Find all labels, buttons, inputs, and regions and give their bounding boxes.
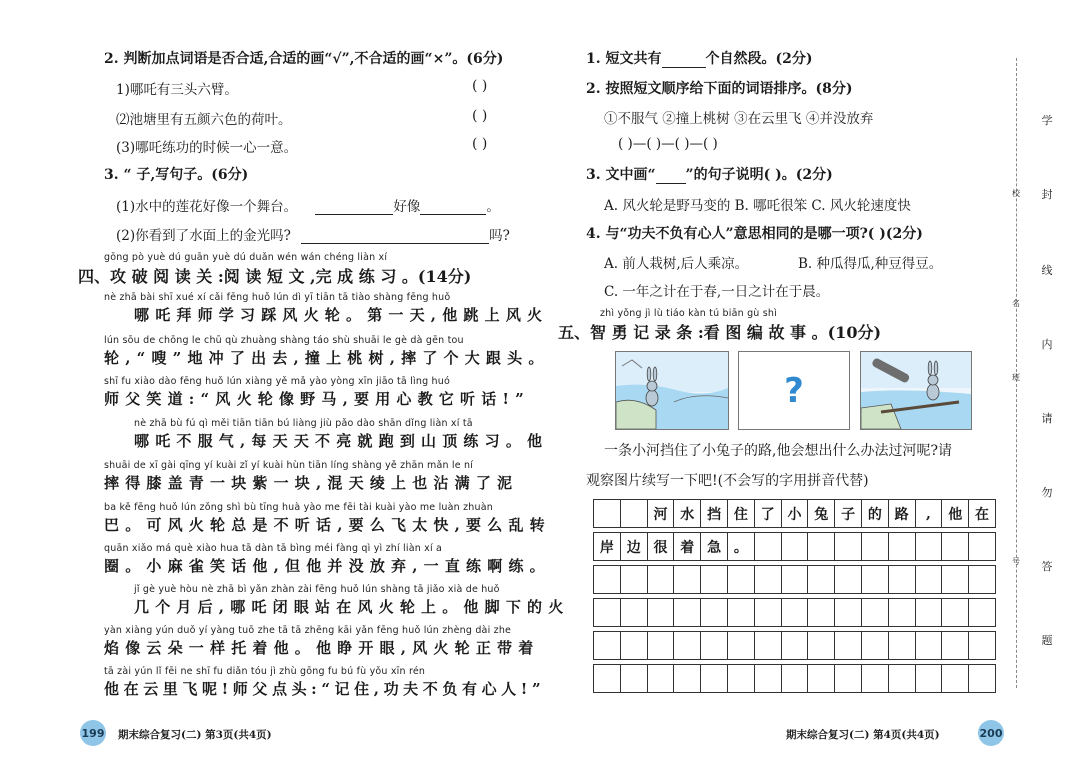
grid-cell[interactable] — [942, 533, 969, 561]
binding-label: 校 — [1012, 189, 1020, 198]
grid-cell[interactable] — [594, 665, 621, 693]
grid-row-5 — [594, 632, 996, 660]
grid-cell[interactable] — [620, 599, 647, 627]
grid-cell[interactable] — [969, 566, 996, 594]
q3-item-2: (2)你看到了水面上的金光吗? 吗? — [116, 228, 510, 244]
grid-cell[interactable] — [701, 665, 728, 693]
q3-blank-1a[interactable] — [315, 200, 393, 215]
passage-pinyin-10: tā zài yún lǐ fēi ne shī fu diǎn tóu jì zhù gōng fu bú fù yǒu xīn rén — [104, 666, 426, 677]
grid-cell[interactable] — [674, 665, 701, 693]
page-number-right: 200 — [978, 720, 1004, 746]
grid-cell[interactable]: 边 — [620, 533, 647, 561]
q3-blank-1b[interactable] — [420, 200, 486, 215]
q2-item-2: ⑵池塘里有五颜六色的荷叶。 — [116, 112, 292, 128]
r-q1-blank[interactable] — [662, 53, 706, 68]
grid-cell[interactable] — [647, 566, 674, 594]
grid-cell[interactable] — [808, 632, 835, 660]
grid-cell[interactable] — [781, 665, 808, 693]
grid-cell[interactable] — [942, 599, 969, 627]
grid-cell[interactable] — [861, 632, 888, 660]
grid-cell[interactable] — [969, 533, 996, 561]
grid-cell[interactable] — [754, 566, 781, 594]
passage-pinyin-2: lún sōu de chōng le chū qù zhuàng shàng táo shù shuāi le gè dà gēn tou — [104, 335, 464, 346]
grid-cell[interactable] — [915, 599, 942, 627]
picture-rabbit-at-river — [615, 351, 729, 430]
grid-cell[interactable]: 岸 — [594, 533, 621, 561]
grid-cell[interactable] — [727, 665, 754, 693]
writing-grid — [593, 499, 996, 693]
grid-cell[interactable] — [915, 566, 942, 594]
passage-line-3: 师父笑道:“风火轮像野马,要用心教它听话!” — [104, 390, 531, 408]
q2-answer-box-2[interactable]: ( ) — [472, 108, 488, 124]
passage-pinyin-6: ba kě fēng huǒ lún zǒng shì bù tīng huà yào me fēi tài kuài yào me luàn zhuàn — [104, 502, 493, 513]
grid-cell[interactable] — [942, 632, 969, 660]
grid-cell[interactable]: 小 — [781, 500, 808, 528]
picture-question — [738, 351, 850, 430]
grid-cell[interactable] — [674, 566, 701, 594]
r-question-2-title: 2. 按照短文顺序给下面的词语排序。(8分) — [586, 81, 853, 97]
passage-line-4: 哪吒不服气,每天天不亮就跑到山顶练习。他 — [134, 432, 549, 450]
story-prompt-line-1: 一条小河挡住了小兔子的路,他会想出什么办法过河呢?请 — [604, 443, 952, 459]
binding-text: 题 — [1041, 634, 1053, 647]
binding-label: 班 — [1012, 373, 1020, 382]
grid-cell[interactable] — [835, 599, 862, 627]
q3-blank-2[interactable] — [301, 229, 489, 244]
grid-cell[interactable] — [754, 599, 781, 627]
section-4-title: 四、攻 破 阅 读 关 :阅 读 短 文 ,完 成 练 习 。(14分) — [78, 267, 472, 286]
grid-cell[interactable]: 了 — [754, 500, 781, 528]
grid-cell[interactable]: 的 — [861, 500, 888, 528]
grid-cell[interactable] — [781, 533, 808, 561]
grid-cell[interactable] — [861, 566, 888, 594]
grid-cell[interactable]: 很 — [647, 533, 674, 561]
passage-pinyin-5: shuāi de xī gài qīng yí kuài zǐ yí kuài hùn tiān líng shàng yě zhān mǎn le ní — [104, 460, 474, 471]
r-q4-option-b: B. 种瓜得瓜,种豆得豆。 — [798, 256, 943, 272]
grid-row-6 — [594, 665, 996, 693]
passage-line-8: 几个月后,哪吒闭眼站在风火轮上。他脚下的火 — [134, 598, 570, 616]
binding-text: 答 — [1041, 560, 1053, 573]
grid-cell[interactable] — [888, 632, 915, 660]
section-5-title: 五、智 勇 记 录 条 :看 图 编 故 事 。(10分) — [558, 323, 882, 342]
grid-cell[interactable] — [969, 632, 996, 660]
grid-cell[interactable] — [727, 599, 754, 627]
grid-cell[interactable] — [888, 566, 915, 594]
grid-cell[interactable] — [888, 533, 915, 561]
grid-cell[interactable] — [674, 632, 701, 660]
grid-cell[interactable] — [781, 632, 808, 660]
section-4-pinyin: gōng pò yuè dú guān yuè dú duǎn wén wán chéng liàn xí — [104, 252, 388, 263]
r-question-4-title: 4. 与“功夫不负有心人”意思相同的是哪一项?( )(2分) — [586, 226, 923, 242]
q3-item-1: (1)水中的莲花好像一个舞台。 好像 。 — [116, 199, 500, 215]
binding-text: 线 — [1041, 264, 1053, 277]
passage-pinyin-8: jǐ gè yuè hòu nè zhā bì yǎn zhàn zài fēng huǒ lún shàng tā jiǎo xià de huǒ — [134, 584, 500, 595]
grid-cell[interactable] — [727, 632, 754, 660]
grid-cell[interactable]: 。 — [727, 533, 754, 561]
grid-row-1 — [594, 500, 996, 528]
grid-cell[interactable] — [620, 500, 647, 528]
grid-cell[interactable]: 子 — [835, 500, 862, 528]
binding-label: 号 — [1012, 557, 1020, 566]
page-number-left: 199 — [80, 720, 106, 746]
r-question-3-title: 3. 文中画“ ”的句子说明( )。(2分) — [586, 167, 833, 183]
passage-line-2: 轮,“嗖”地冲了出去,撞上桃树,摔了个大跟头。 — [104, 349, 550, 367]
grid-cell[interactable] — [808, 533, 835, 561]
grid-cell[interactable] — [942, 566, 969, 594]
grid-cell[interactable] — [835, 533, 862, 561]
grid-cell[interactable] — [915, 632, 942, 660]
grid-cell[interactable] — [620, 632, 647, 660]
passage-pinyin-7: quān xiǎo má què xiào hua tā dàn tā bìng méi fàng qì yì zhí liàn xí a — [104, 543, 443, 554]
q2-item-1: 1)哪吒有三头六臂。 — [116, 82, 238, 98]
grid-cell[interactable] — [861, 599, 888, 627]
passage-line-9: 焰像云朵一样托着他。他睁开眼,风火轮正带着 — [104, 639, 540, 657]
grid-cell[interactable]: 他 — [942, 500, 969, 528]
grid-cell[interactable] — [808, 566, 835, 594]
question-2-title: 2. 判断加点词语是否合适,合适的画“√”,不合适的画“×”。(6分) — [104, 51, 504, 67]
passage-line-5: 摔得膝盖青一块紫一块,混天绫上也沾满了泥 — [104, 474, 519, 492]
binding-text: 内 — [1041, 338, 1053, 351]
grid-row-3 — [594, 566, 996, 594]
picture-rabbit-crossing-log — [860, 351, 972, 430]
grid-cell[interactable]: 河 — [647, 500, 674, 528]
grid-cell[interactable] — [754, 533, 781, 561]
passage-line-6: 巴。可风火轮总是不听话,要么飞太快,要么乱转 — [104, 516, 551, 534]
question-mark-icon: ? — [784, 370, 804, 411]
grid-cell[interactable]: 着 — [674, 533, 701, 561]
grid-cell[interactable] — [594, 566, 621, 594]
grid-cell[interactable] — [754, 632, 781, 660]
grid-cell[interactable]: 水 — [674, 500, 701, 528]
q2-answer-box-1[interactable]: ( ) — [472, 78, 488, 94]
grid-cell[interactable] — [647, 632, 674, 660]
footer-left: 期末综合复习(二) 第3页(共4页) — [118, 729, 272, 741]
grid-cell[interactable] — [888, 665, 915, 693]
grid-cell[interactable] — [594, 599, 621, 627]
grid-cell[interactable]: 住 — [727, 500, 754, 528]
passage-line-1: 哪吒拜师学习踩风火轮。第一天,他跳上风火 — [134, 306, 549, 324]
grid-cell[interactable]: , — [915, 500, 942, 528]
grid-cell[interactable] — [969, 599, 996, 627]
grid-cell[interactable] — [701, 632, 728, 660]
passage-pinyin-1: nè zhā bài shī xué xí cǎi fēng huǒ lún dì yī tiān tā tiào shàng fēng huǒ — [104, 292, 451, 303]
grid-cell[interactable] — [861, 533, 888, 561]
passage-pinyin-9: yàn xiàng yún duǒ yí yàng tuō zhe tā tā zhēng kāi yǎn fēng huǒ lún zhèng dài zhe — [104, 625, 512, 636]
q2-answer-box-3[interactable]: ( ) — [472, 136, 488, 152]
grid-cell[interactable]: 兔 — [808, 500, 835, 528]
binding-label: 名 — [1012, 299, 1020, 308]
grid-cell[interactable] — [969, 665, 996, 693]
r-q3-options: A. 风火轮是野马变的 B. 哪吒很笨 C. 风火轮速度快 — [604, 198, 911, 214]
passage-line-7: 圈。小麻雀笑话他,但他并没放弃,一直练啊练。 — [104, 557, 551, 575]
passage-pinyin-4: nè zhā bù fú qì měi tiān tiān bú liàng jiù pǎo dào shān dǐng liàn xí tā — [134, 418, 473, 429]
grid-cell[interactable] — [647, 665, 674, 693]
grid-cell[interactable] — [835, 566, 862, 594]
grid-cell[interactable] — [781, 566, 808, 594]
grid-cell[interactable]: 挡 — [701, 500, 728, 528]
grid-cell[interactable] — [915, 533, 942, 561]
grid-cell[interactable] — [727, 566, 754, 594]
grid-cell[interactable] — [754, 665, 781, 693]
grid-cell[interactable] — [861, 665, 888, 693]
grid-cell[interactable] — [594, 500, 621, 528]
grid-cell[interactable] — [674, 599, 701, 627]
grid-cell[interactable] — [594, 632, 621, 660]
grid-cell[interactable] — [781, 599, 808, 627]
r-q4-option-a: A. 前人栽树,后人乘凉。 — [604, 256, 749, 272]
grid-cell[interactable] — [835, 665, 862, 693]
binding-text: 封 — [1041, 188, 1053, 201]
question-3-title: 3. “ 子,写句子。(6分) — [104, 167, 249, 183]
grid-cell[interactable]: 急 — [701, 533, 728, 561]
passage-pinyin-3: shī fu xiào dào fēng huǒ lún xiàng yě mǎ yào yòng xīn jiāo tā lìng huó — [104, 376, 450, 387]
grid-cell[interactable] — [942, 665, 969, 693]
grid-cell[interactable] — [915, 665, 942, 693]
grid-row-2 — [594, 533, 996, 561]
grid-cell[interactable] — [620, 665, 647, 693]
binding-text: 学 — [1041, 114, 1053, 127]
grid-cell[interactable] — [701, 566, 728, 594]
footer-right: 期末综合复习(二) 第4页(共4页) — [786, 729, 940, 741]
r-question-1: 1. 短文共有 个自然段。(2分) — [586, 51, 813, 67]
r-q2-options: ①不服气 ②撞上桃树 ③在云里飞 ④并没放弃 — [604, 111, 874, 127]
passage-line-10: 他在云里飞呢!师父点头:“记住,功夫不负有心人!” — [104, 680, 546, 698]
story-prompt-line-2: 观察图片续写一下吧!(不会写的字用拼音代替) — [586, 473, 869, 489]
q2-item-3: (3)哪吒练功的时候一心一意。 — [116, 140, 298, 156]
grid-cell[interactable] — [808, 599, 835, 627]
r-q2-blanks[interactable]: ( )—( )—( )—( ) — [618, 136, 718, 152]
grid-cell[interactable] — [620, 566, 647, 594]
grid-cell[interactable]: 在 — [969, 500, 996, 528]
grid-cell[interactable] — [647, 599, 674, 627]
grid-row-4 — [594, 599, 996, 627]
binding-text: 勿 — [1041, 486, 1053, 499]
grid-cell[interactable] — [835, 632, 862, 660]
grid-cell[interactable] — [808, 665, 835, 693]
grid-cell[interactable]: 路 — [888, 500, 915, 528]
r-q4-option-c: C. 一年之计在于春,一日之计在于晨。 — [604, 284, 830, 300]
grid-cell[interactable] — [701, 599, 728, 627]
grid-cell[interactable] — [888, 599, 915, 627]
section-5-pinyin: zhì yǒng jì lù tiáo kàn tú biān gù shì — [600, 308, 777, 319]
binding-text: 请 — [1041, 412, 1053, 425]
